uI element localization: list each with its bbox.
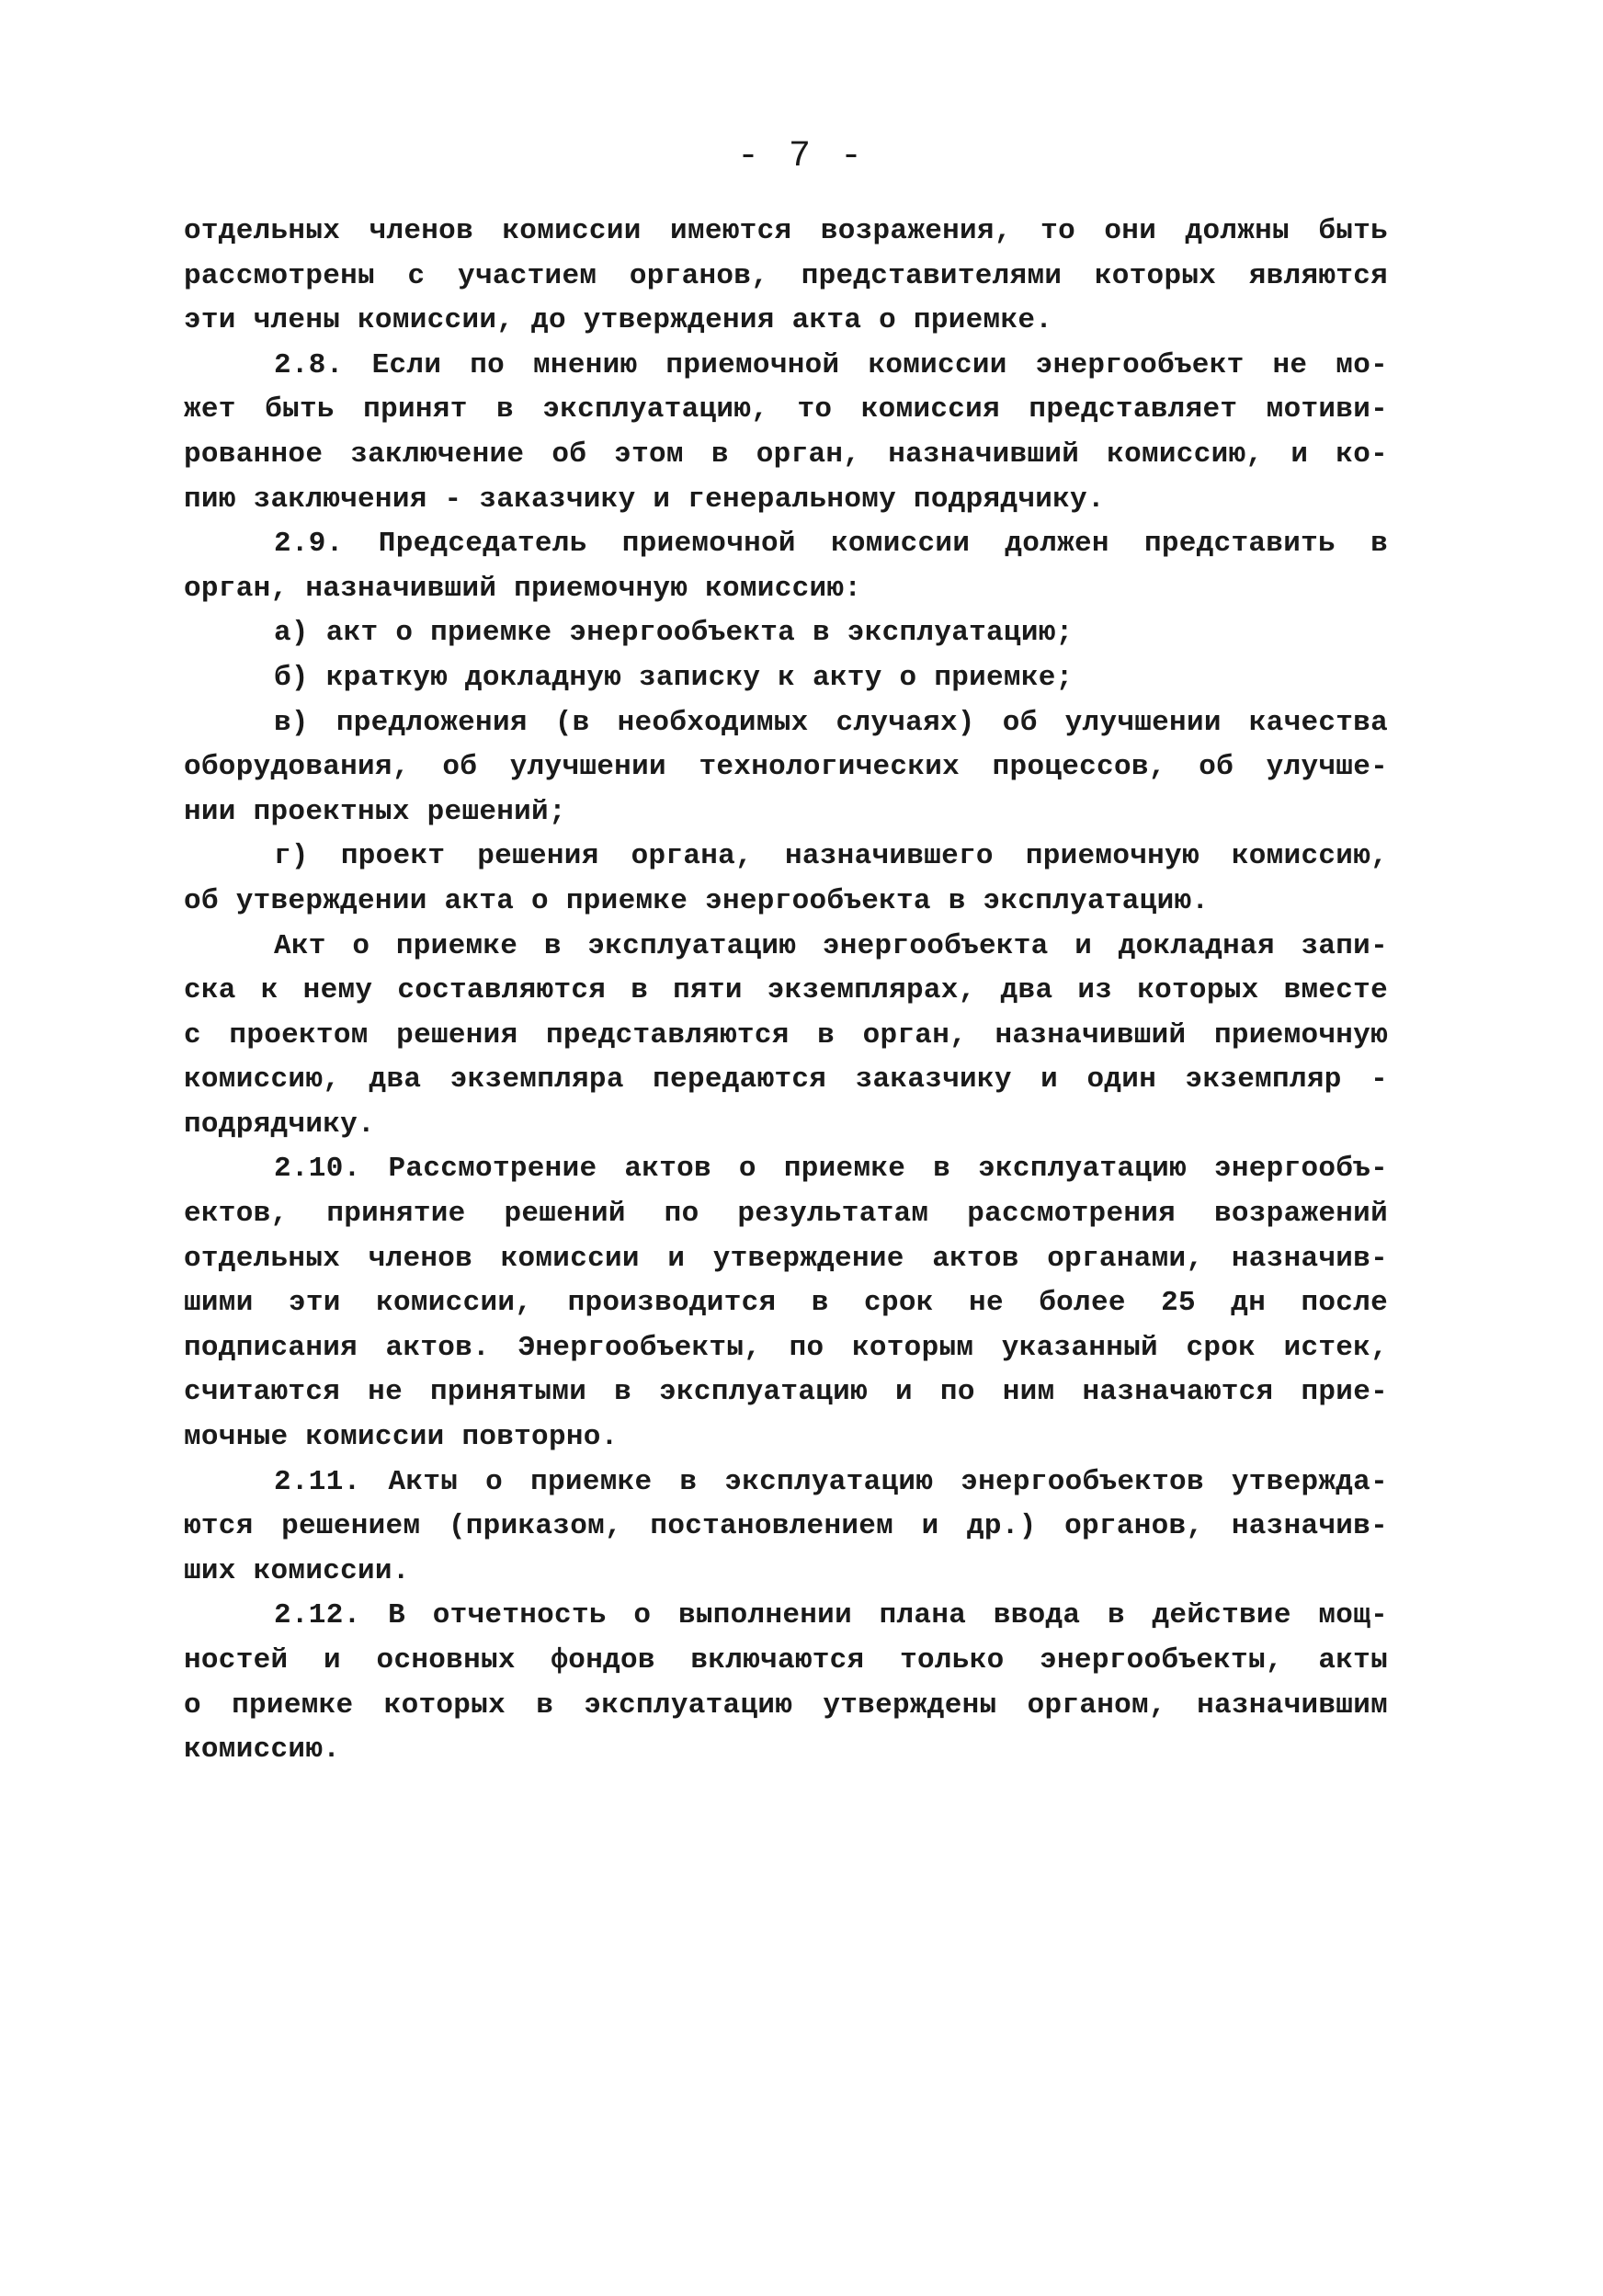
text-line: комиссию.	[184, 1733, 341, 1767]
text-line: отдельных членов комиссии имеются возражения, то они должны быть	[184, 215, 1388, 247]
document-body	[184, 210, 1388, 1773]
text-line: г) проект решения органа, назначившего приемочную комиссию,	[274, 840, 1388, 873]
text-line: жет быть принят в эксплуатацию, то комиссия представляет мотиви-	[184, 393, 1388, 426]
text-line: ших комиссии.	[184, 1554, 410, 1587]
text-line: о приемке которых в эксплуатацию утверждены органом, назначившим	[184, 1688, 1388, 1722]
text-line: мочные комиссии повторно.	[184, 1421, 619, 1454]
text-line: а) акт о приемке энергообъекта в эксплуатацию;	[274, 617, 1074, 650]
text-line: б) краткую докладную записку к акту о приемке;	[274, 661, 1074, 694]
text-line: оборудования, об улучшении технологических процессов, об улучше-	[184, 751, 1388, 784]
text-line: подрядчику.	[184, 1108, 375, 1141]
text-line: 2.9. Председатель приемочной комиссии должен представить в	[274, 528, 1388, 561]
text-line: 2.8. Если по мнению приемочной комиссии энергообъект не мо-	[274, 348, 1388, 381]
text-line: пию заключения - заказчику и генеральному подрядчику.	[184, 483, 1105, 516]
text-line: 2.10. Рассмотрение актов о приемке в эксплуатацию энергообъ-	[274, 1153, 1388, 1186]
text-line: ностей и основных фондов включаются только энергообъекты, акты	[184, 1644, 1388, 1677]
text-line: Акт о приемке в эксплуатацию энергообъекта и докладная запи-	[274, 929, 1388, 962]
text-line: рованное заключение об этом в орган, назначивший комиссию, и ко-	[184, 438, 1388, 471]
text-line: об утверждении акта о приемке энергообъекта в эксплуатацию.	[184, 884, 1210, 917]
text-line: эти члены комиссии, до утверждения акта о приемке.	[184, 304, 1053, 337]
text-line: шими эти комиссии, производится в срок не более 25 дн после	[184, 1287, 1388, 1320]
text-line: рассмотрены с участием органов, представителями которых являются	[184, 259, 1388, 292]
page-number: - 7 -	[736, 136, 867, 177]
text-line: 2.12. В отчетность о выполнении плана ввода в действие мощ-	[274, 1599, 1388, 1632]
text-line: комиссию, два экземпляра передаются заказчику и один экземпляр -	[184, 1063, 1388, 1097]
text-line: ска к нему составляются в пяти экземплярах, два из которых вместе	[184, 974, 1388, 1007]
text-line: считаются не принятыми в эксплуатацию и по ним назначаются прие-	[184, 1376, 1388, 1409]
text-line: нии проектных решений;	[184, 795, 566, 828]
text-line: отдельных членов комиссии и утверждение актов органами, назначив-	[184, 1242, 1388, 1275]
text-line: подписания актов. Энергообъекты, по которым указанный срок истек,	[184, 1331, 1388, 1364]
text-line: 2.11. Акты о приемке в эксплуатацию энергообъектов утвержда-	[274, 1465, 1388, 1498]
text-line: орган, назначивший приемочную комиссию:	[184, 572, 862, 605]
text-line: ектов, принятие решений по результатам рассмотрения возражений	[184, 1198, 1388, 1231]
text-line: в) предложения (в необходимых случаях) об улучшении качества	[274, 706, 1388, 739]
text-line: ются решением (приказом, постановлением и др.) органов, назначив-	[184, 1510, 1388, 1543]
text-line: с проектом решения представляются в орган, назначивший приемочную	[184, 1018, 1388, 1051]
